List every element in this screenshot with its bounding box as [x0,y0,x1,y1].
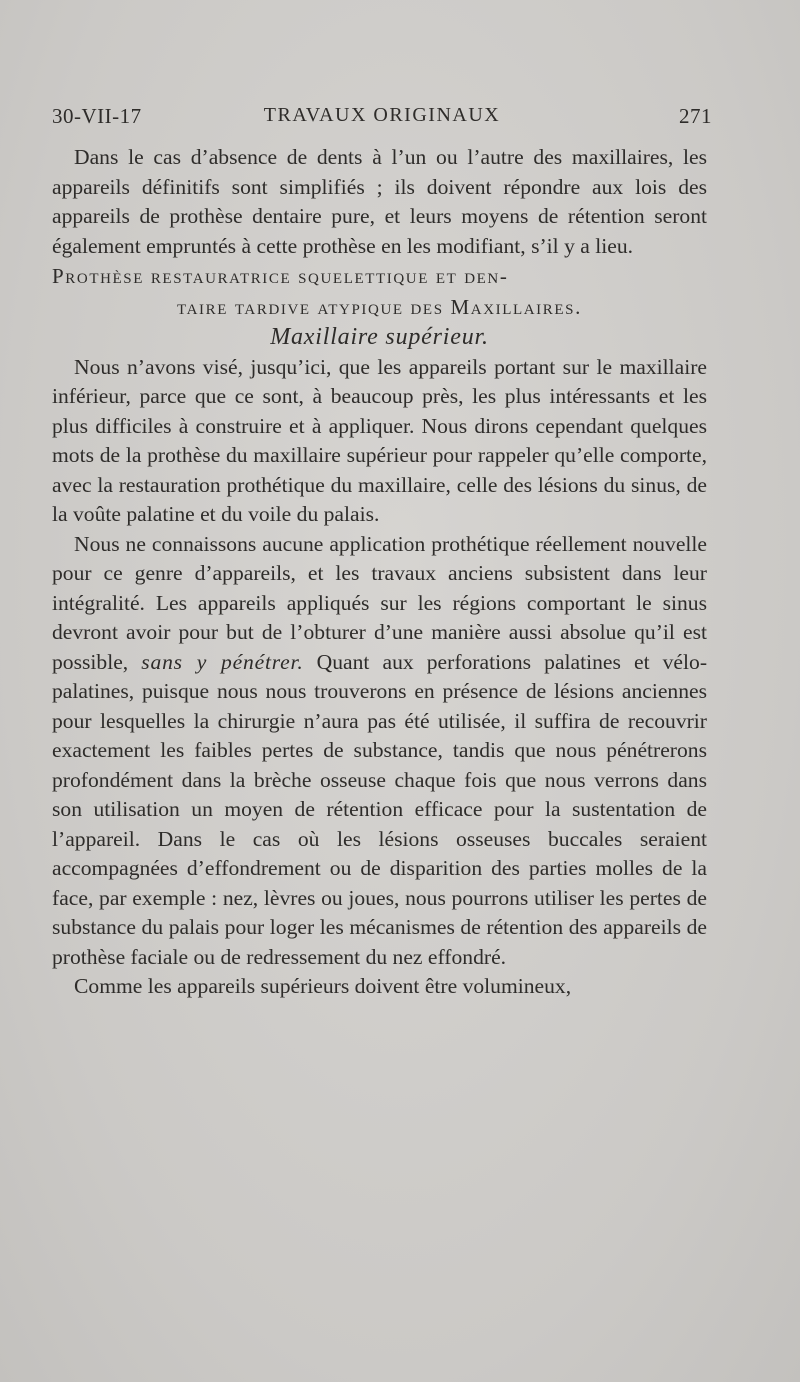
section-title-line-2: taire tardive atypique des Maxillaires. [177,295,582,319]
section-title [52,261,707,323]
paragraph-3 [52,530,707,973]
body-text [52,143,707,1002]
paragraph-3-italic: sans y pénétrer. [141,649,304,674]
header-running-title: TRAVAUX ORIGINAUX [263,104,501,126]
paragraph-3-part-a: Nous ne connaissons aucune application prothétique réellement nouvelle pour ce genre d’appareils, et les travaux anciens subsistent dans leur intégralité. Les appareils appliqués sur les régions comportant le sinus devront avoir pour but de l’obturer d’une manière aussi absolue qu’il est possible, [52,531,707,674]
paragraph-3-part-b: Quant aux perforations palatines et vélo-palatines, puisque nous nous trouverons en présence de lésions anciennes pour lesquelles la chirurgie n’aura pas été utilisée, il suffira de recouvrir exactement les faibles pertes de substance, tandis que nous pénétrerons profondément dans la brèche osseuse chaque fois que nous verrons dans son utilisation un moyen de rétention efficace pour la sustentation de l’appareil. Dans le cas où les lésions osseuses buccales seraient accompagnées d’effondrement ou de disparition des parties molles de la face, par exemple : nez, lèvres ou joues, nous pourrons utiliser les pertes de substance du palais pour loger les mécanismes de rétention des appareils de prothèse faciale ou de redressement du nez effondré. [52,649,708,969]
page-number: 271 [679,104,712,128]
paragraph-2: Nous n’avons visé, jusqu’ici, que les appareils portant sur le maxillaire inférieur, parce que ce sont, à beaucoup près, les plus intéressants et les plus difficiles à construire et à appliquer. Nous dirons cependant quelques mots de la prothèse du maxillaire supérieur pour rappeler qu’elle comporte, avec la restauration prothétique du maxillaire, celle des lésions du sinus, de la voûte palatine et du voile du palais. [52,354,707,526]
paragraph-1: Dans le cas d’absence de dents à l’un ou l’autre des maxillaires, les appareils définitifs sont simplifiés ; ils doivent répondre aux lois des appareils de prothèse dentaire pure, et leurs moyens de rétention seront également empruntés à cette prothèse en les modifiant, s’il y a lieu. [52,145,707,258]
paragraph-4: Comme les appareils supérieurs doivent être volumineux, [74,974,572,998]
header-date: 30-VII-17 [52,104,142,128]
subsection-title: Maxillaire supérieur. [270,324,489,350]
section-title-line-1: Prothèse restauratrice squelettique et den- [52,264,509,288]
running-header [52,104,712,134]
